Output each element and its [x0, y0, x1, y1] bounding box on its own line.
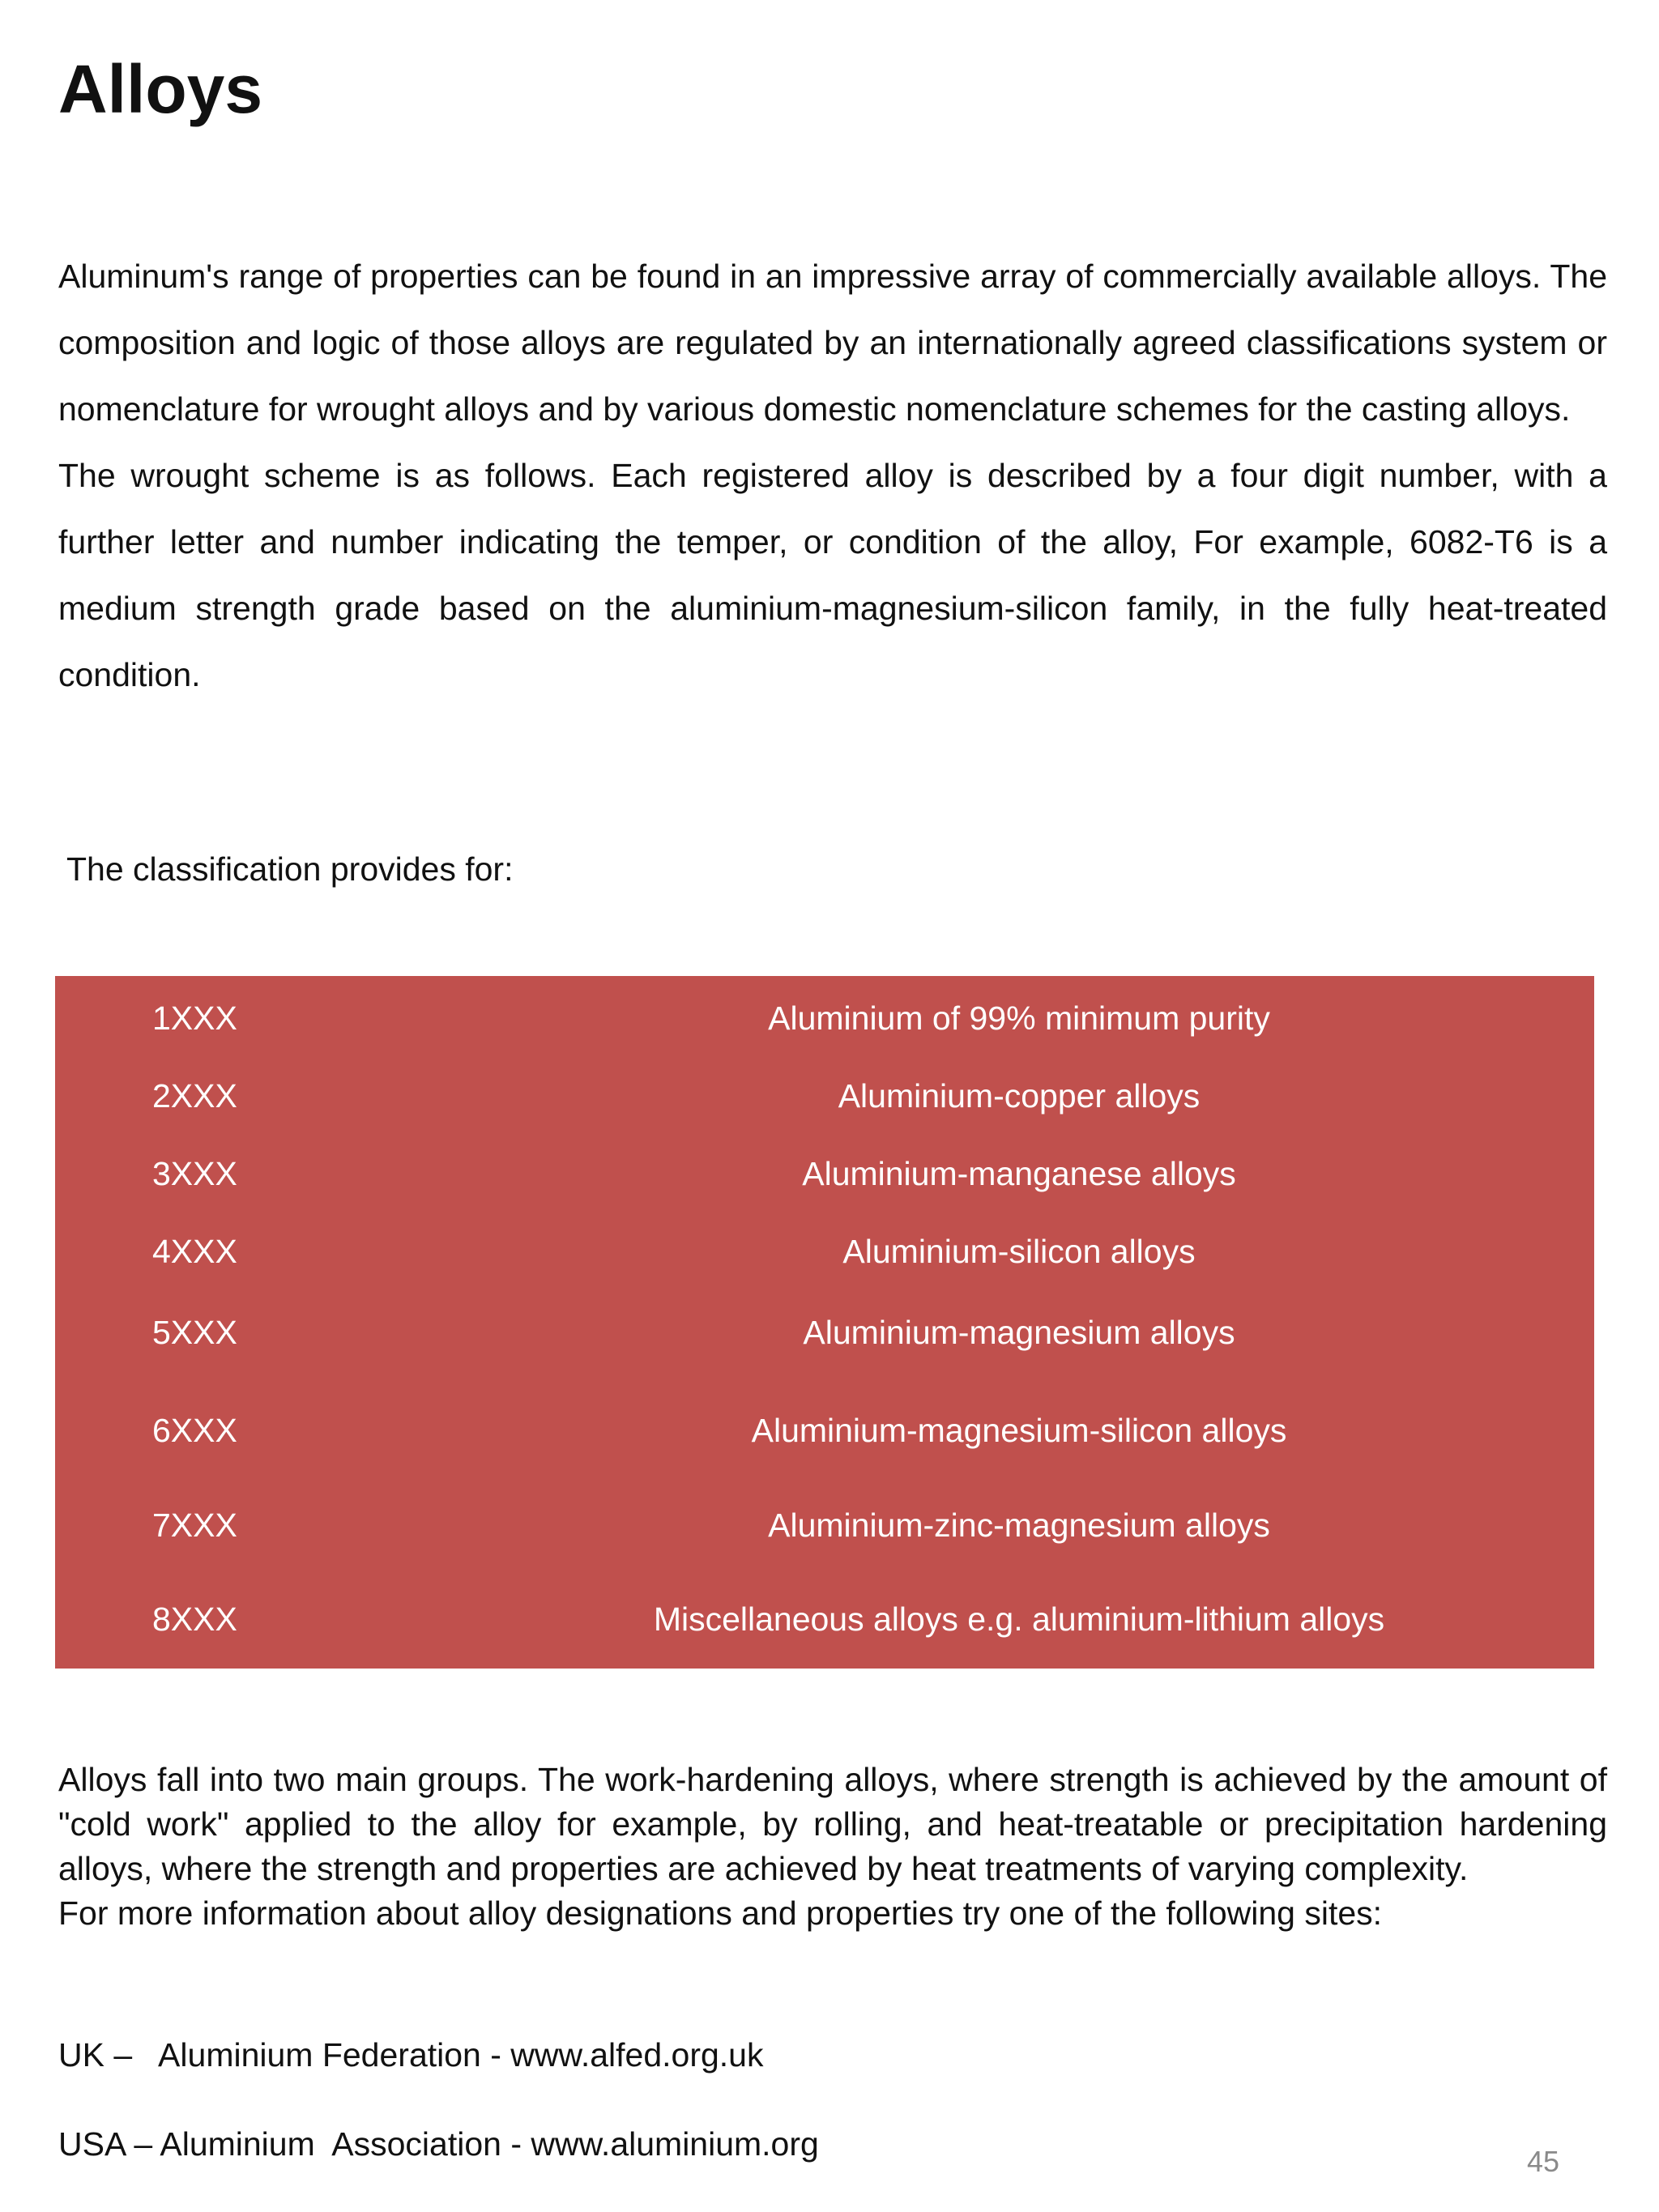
series-code: 5XXX: [152, 1314, 237, 1351]
table-row: [55, 1501, 1594, 1549]
series-description: Aluminium-copper alloys: [838, 1077, 1201, 1115]
table-row: [55, 994, 1594, 1042]
link-uk-aluminium-federation[interactable]: UK – Aluminium Federation - www.alfed.org.uk: [58, 2036, 764, 2073]
series-description: Aluminium-silicon alloys: [842, 1233, 1196, 1270]
paragraph-alloy-groups: Alloys fall into two main groups. The work-hardening alloys, where strength is achieved by the amount of "cold work" applied to the alloy for example, by rolling, and heat-treatable or precipitation hardening alloys, where the strength and properties are achieved by heat treatments of varying complexity.: [58, 1761, 1607, 1887]
paragraph-properties: Aluminum's range of properties can be found in an impressive array of commercially available alloys. The composition and logic of those alloys are regulated by an internationally agreed classifications system or nomenclature for wrought alloys and by various domestic nomenclature schemes for the casting alloys.: [58, 258, 1607, 428]
page-number: 45: [1527, 2145, 1560, 2178]
series-code: 3XXX: [152, 1155, 237, 1192]
series-description: Aluminium of 99% minimum purity: [768, 999, 1270, 1037]
table-row: [55, 1149, 1594, 1198]
series-description: Aluminium-magnesium-silicon alloys: [751, 1412, 1287, 1449]
series-description: Miscellaneous alloys e.g. aluminium-lithium alloys: [653, 1600, 1385, 1638]
series-description: Aluminium-magnesium alloys: [803, 1314, 1235, 1351]
table-row: [55, 1595, 1594, 1643]
paragraph-more-info: For more information about alloy designations and properties try one of the following sites:: [58, 1894, 1383, 1932]
table-row: [55, 1072, 1594, 1120]
series-code: 6XXX: [152, 1412, 237, 1449]
series-code: 7XXX: [152, 1507, 237, 1544]
classification-table: [55, 976, 1594, 1669]
groups-text-block: [58, 1758, 1607, 1936]
series-description: Aluminium-zinc-magnesium alloys: [768, 1507, 1270, 1544]
table-row: [55, 1308, 1594, 1357]
series-code: 8XXX: [152, 1600, 237, 1638]
intro-text-block: [58, 243, 1607, 708]
page-title: Alloys: [58, 51, 263, 127]
series-code: 1XXX: [152, 999, 237, 1037]
series-code: 2XXX: [152, 1077, 237, 1115]
table-row: [55, 1406, 1594, 1455]
paragraph-wrought-scheme: The wrought scheme is as follows. Each registered alloy is described by a four digit number, with a further letter and number indicating the temper, or condition of the alloy, For example, 6082-T6 is a medium strength grade based on the aluminium-magnesium-silicon family, in the fully heat-treated condition.: [58, 457, 1607, 693]
classification-intro: The classification provides for:: [66, 850, 514, 888]
series-description: Aluminium-manganese alloys: [802, 1155, 1236, 1192]
table-row: [55, 1227, 1594, 1276]
series-code: 4XXX: [152, 1233, 237, 1270]
link-usa-aluminium-association[interactable]: USA – Aluminium Association - www.aluminium.org: [58, 2125, 819, 2163]
